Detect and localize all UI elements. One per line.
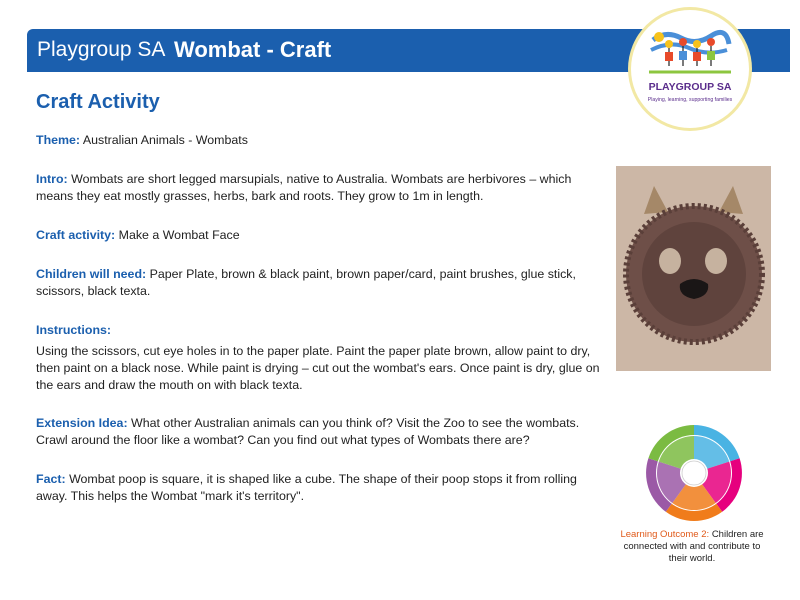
learning-outcome-text: Children are connected with and contribute to their world. <box>623 529 764 564</box>
wombat-craft-photo <box>616 166 771 371</box>
left-eye-hole <box>659 248 681 274</box>
learning-outcome-caption <box>617 529 767 565</box>
sun-icon <box>654 32 664 42</box>
logo-name: PLAYGROUP SA <box>648 81 732 93</box>
craft-label: Craft activity: <box>36 228 116 242</box>
playgroup-logo <box>631 10 749 128</box>
header-brand: Playgroup SA <box>37 38 166 61</box>
instructions-text: Using the scissors, cut eye holes in to the paper plate. Paint the paper plate brown, allow paint to dry, then paint on a black nose. While paint is drying – cut out the wombat's ears. Once paint is dry, glue on the ears and draw the mouth on with black texta. <box>36 344 600 392</box>
theme-label: Theme: <box>36 133 81 147</box>
theme-text: Australian Animals - Wombats <box>82 133 248 147</box>
learning-outcome-label: Learning Outcome 2: <box>620 529 710 540</box>
instructions-heading-block <box>36 322 606 339</box>
page-title: Wombat - Craft <box>174 37 332 62</box>
extension-text: What other Australian animals can you think of? Visit the Zoo to see the wombats. Crawl around the floor like a wombat? Can you find out what types of Wombats there are? <box>36 416 580 447</box>
instructions-label: Instructions: <box>36 323 112 337</box>
intro-text: Wombats are short legged marsupials, native to Australia. Wombats are herbivores – which means they eat mostly grasses, herbs, bark and roots. They grow to 1m in length. <box>36 172 572 203</box>
intro-label: Intro: <box>36 172 68 186</box>
fact-label: Fact: <box>36 472 66 486</box>
craft-paragraph <box>36 227 606 244</box>
section-title: Craft Activity <box>36 91 160 113</box>
need-paragraph <box>36 266 606 300</box>
playgroup-logo-graphic <box>631 10 749 128</box>
fact-paragraph <box>36 471 606 505</box>
instructions-paragraph <box>36 343 606 394</box>
intro-paragraph <box>36 171 606 205</box>
learning-outcomes-wheel <box>645 424 743 522</box>
need-label: Children will need: <box>36 267 147 281</box>
right-eye-hole <box>705 248 727 274</box>
theme-paragraph <box>36 132 606 149</box>
extension-paragraph <box>36 415 606 449</box>
craft-text: Make a Wombat Face <box>118 228 240 242</box>
fact-text: Wombat poop is square, it is shaped like a cube. The shape of their poop stops it from rolling away. This helps the Wombat "mark it's territory". <box>36 472 577 503</box>
extension-label: Extension Idea: <box>36 416 128 430</box>
need-text: Paper Plate, brown & black paint, brown paper/card, paint brushes, glue stick, scissors, black texta. <box>36 267 576 298</box>
logo-tagline: Playing, learning, supporting families <box>647 97 733 103</box>
